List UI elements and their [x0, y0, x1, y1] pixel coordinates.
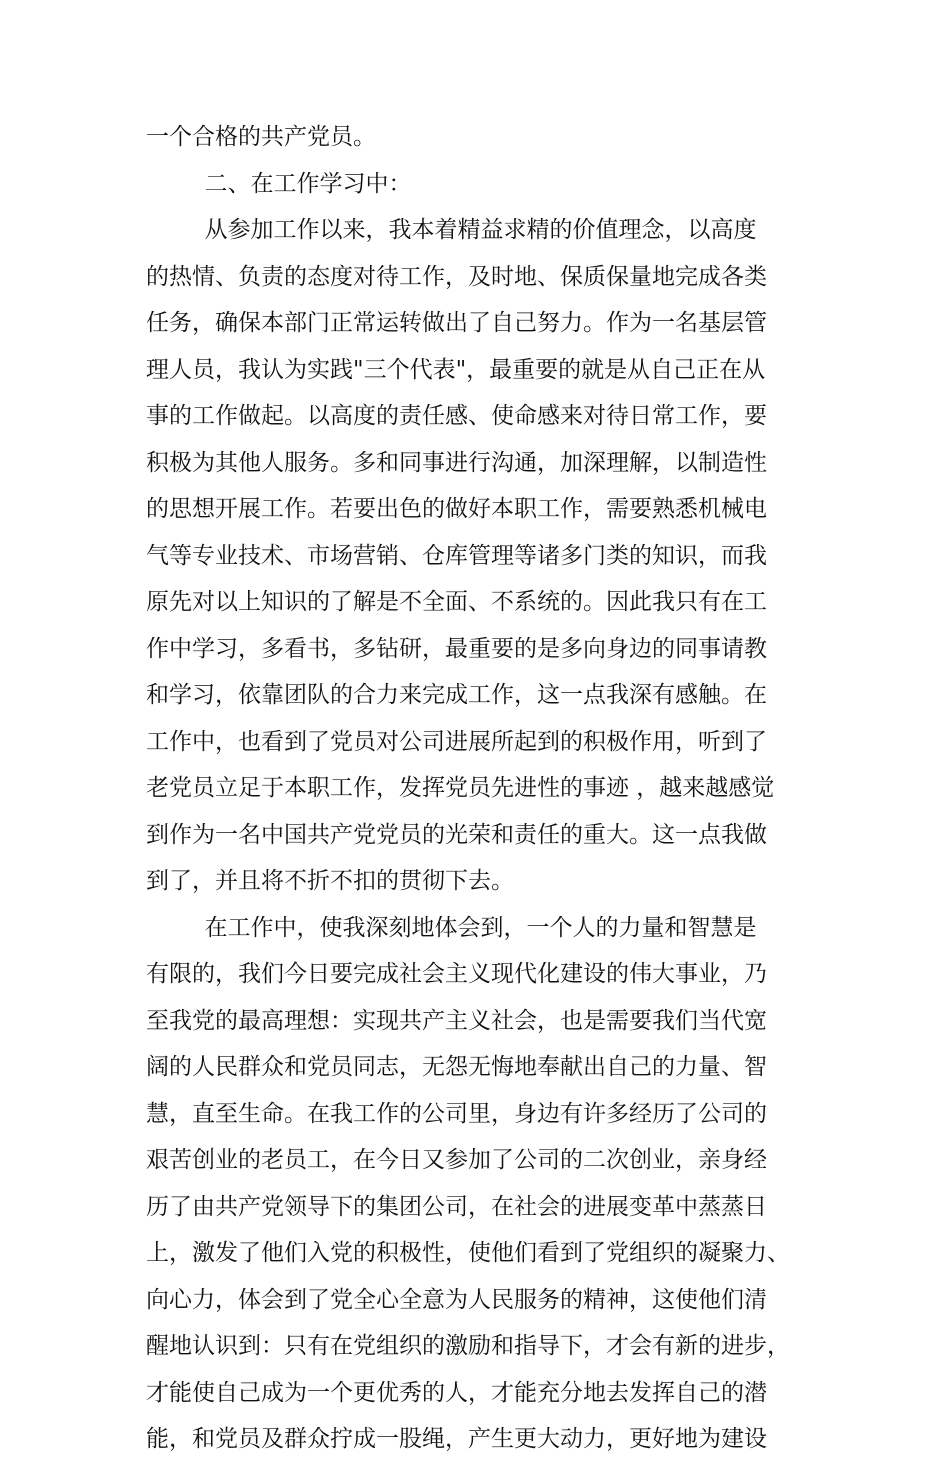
text-line: 事的工作做起。以高度的责任感、使命感来对待日常工作，要 [146, 403, 767, 429]
text-line: 历了由共产党领导下的集团公司，在社会的进展变革中蒸蒸日 [146, 1193, 767, 1220]
document-body [146, 114, 806, 1463]
text-line: 上，激发了他们入党的积极性，使他们看到了党组织的凝聚力、 [146, 1240, 790, 1266]
text-line: 和学习，依靠团队的合力来完成工作，这一点我深有感触。在 [146, 682, 767, 708]
text-line: 积极为其他人服务。多和同事进行沟通，加深理解，以制造性 [146, 449, 767, 476]
text-line: 才能使自己成为一个更优秀的人，才能充分地去发挥自己的潜 [146, 1379, 767, 1406]
text-line: 艰苦创业的老员工，在今日又参加了公司的二次创业，亲身经 [146, 1147, 767, 1173]
text-line: 能，和党员及群众拧成一股绳，产生更大动力，更好地为建设 [146, 1426, 767, 1452]
text-line: 工作中，也看到了党员对公司进展所起到的积极作用，听到了 [146, 728, 767, 755]
text-line: 理人员，我认为实践"三个代表"，最重要的就是从自己正在从 [146, 356, 766, 383]
text-line: 向心力，体会到了党全心全意为人民服务的精神，这使他们清 [146, 1286, 767, 1313]
text-line: 至我党的最高理想：实现共产主义社会，也是需要我们当代宽 [146, 1007, 767, 1034]
text-line: 任务，确保本部门正常运转做出了自己努力。作为一名基层管 [146, 310, 767, 336]
text-line: 老党员立足于本职工作，发挥党员先进性的事迹 ，越来越感觉 [146, 775, 775, 801]
text-line: 到作为一名中国共产党党员的光荣和责任的重大。这一点我做 [146, 821, 767, 848]
text-line: 一个合格的共产党员。 [146, 124, 376, 150]
text-line: 的思想开展工作。若要出色的做好本职工作，需要熟悉机械电 [146, 496, 767, 522]
text-line: 从参加工作以来，我本着精益求精的价值理念，以高度 [146, 217, 757, 243]
text-line: 气等专业技术、市场营销、仓库管理等诸多门类的知识，而我 [146, 542, 767, 569]
text-line: 慧，直至生命。在我工作的公司里，身边有许多经历了公司的 [146, 1100, 767, 1127]
text-line: 在工作中，使我深刻地体会到，一个人的力量和智慧是 [146, 914, 757, 941]
text-line: 到了，并且将不折不扣的贯彻下去。 [146, 868, 514, 894]
text-line: 醒地认识到：只有在党组织的激励和指导下，才会有新的进步， [146, 1333, 790, 1359]
text-line: 原先对以上知识的了解是不全面、不系统的。因此我只有在工 [146, 589, 767, 615]
text-line: 有限的，我们今日要完成社会主义现代化建设的伟大事业，乃 [146, 961, 767, 987]
section-heading: 二、在工作学习中： [146, 170, 412, 197]
text-line: 阔的人民群众和党员同志，无怨无悔地奉献出自己的力量、智 [146, 1054, 767, 1080]
text-line: 作中学习，多看书，多钻研，最重要的是多向身边的同事请教 [146, 635, 767, 662]
text-line: 的热情、负责的态度对待工作，及时地、保质保量地完成各类 [146, 263, 767, 290]
